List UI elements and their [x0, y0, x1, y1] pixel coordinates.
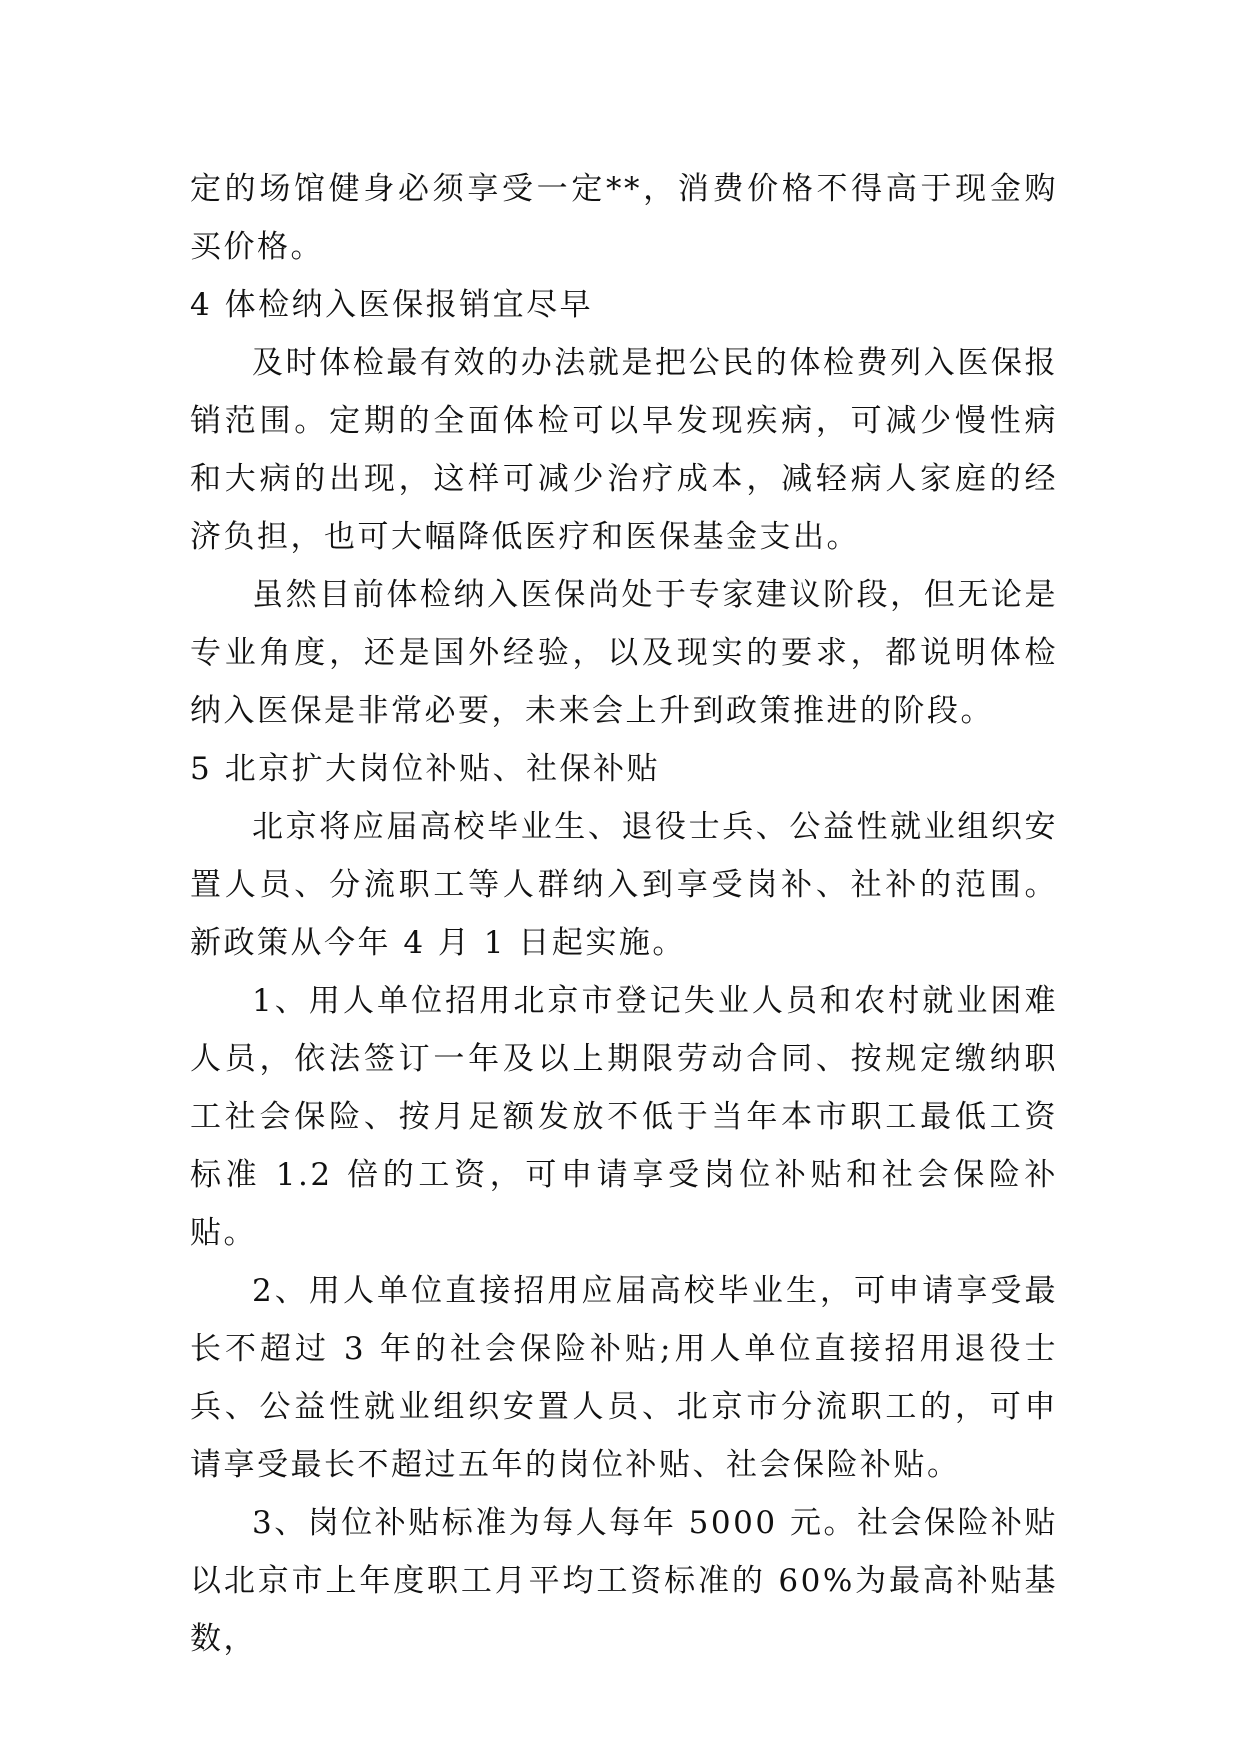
list-item-3: 3、岗位补贴标准为每人每年 5000 元。社会保险补贴以北京市上年度职工月平均工资标准的 60%为最高补贴基数， — [190, 1505, 1058, 1657]
paragraph: 北京将应届高校毕业生、退役士兵、公益性就业组织安置人员、分流职工等人群纳入到享受岗补、社补的范围。新政策从今年 4 月 1 日起实施。 — [190, 809, 1058, 961]
paragraph-continuation: 定的场馆健身必须享受一定**，消费价格不得高于现金购买价格。 — [190, 171, 1058, 265]
section-heading-4: 4 体检纳入医保报销宜尽早 — [190, 287, 594, 323]
list-item-2: 2、用人单位直接招用应届高校毕业生，可申请享受最长不超过 3 年的社会保险补贴;用人单位直接招用退役士兵、公益性就业组织安置人员、北京市分流职工的，可申请享受最长不超过五年的岗位补贴、社会保险补贴。 — [190, 1273, 1058, 1483]
paragraph: 虽然目前体检纳入医保尚处于专家建议阶段，但无论是专业角度，还是国外经验，以及现实的要求，都说明体检纳入医保是非常必要，未来会上升到政策推进的阶段。 — [190, 577, 1058, 729]
section-heading-5: 5 北京扩大岗位补贴、社保补贴 — [190, 751, 661, 787]
paragraph: 及时体检最有效的办法就是把公民的体检费列入医保报销范围。定期的全面体检可以早发现疾病，可减少慢性病和大病的出现，这样可减少治疗成本，减轻病人家庭的经济负担，也可大幅降低医疗和医保基金支出。 — [190, 345, 1058, 555]
document-body — [190, 160, 1058, 1668]
list-item-1: 1、用人单位招用北京市登记失业人员和农村就业困难人员，依法签订一年及以上期限劳动合同、按规定缴纳职工社会保险、按月足额发放不低于当年本市职工最低工资标准 1.2 倍的工资，可申请享受岗位补贴和社会保险补贴。 — [190, 983, 1058, 1251]
